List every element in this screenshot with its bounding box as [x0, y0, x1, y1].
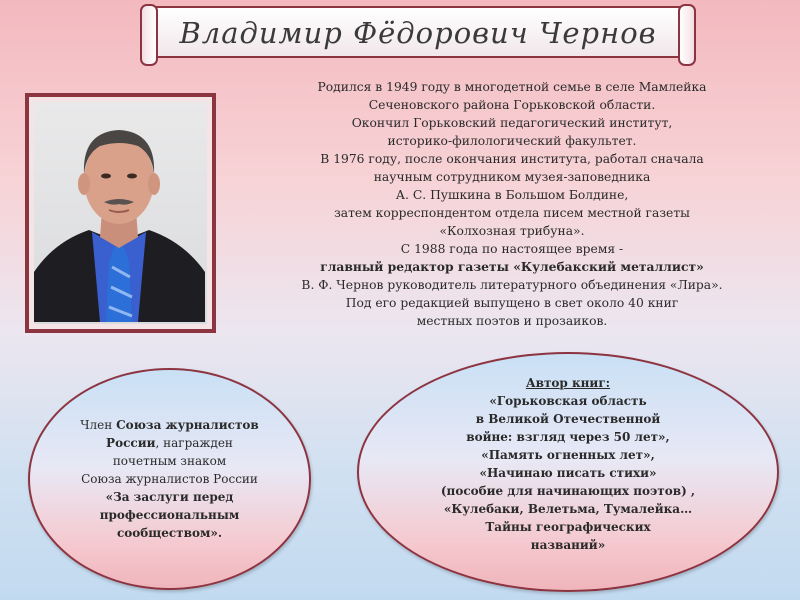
book-title-line: «Начинаю писать стихи» — [479, 466, 657, 480]
portrait-frame — [25, 93, 216, 333]
bio-line: историко-филологический факультет. — [387, 134, 637, 148]
bio-line: В 1976 году, после окончания института, работал сначала — [320, 152, 704, 166]
bio-line: С 1988 года по настоящее время - — [400, 242, 624, 256]
award-line: , награжден — [155, 436, 233, 450]
bio-line: Родился в 1949 году в многодетной семье в селе Мамлейка — [317, 80, 707, 94]
book-title-line: (пособие для начинающих поэтов) , — [440, 484, 696, 498]
page-title: Владимир Фёдорович Чернов — [179, 16, 657, 50]
award-line: России — [106, 436, 156, 450]
book-title-line: «Кулебаки, Велетьма, Тумалейка… — [443, 502, 693, 516]
book-title-line: войне: взгляд через 50 лет», — [466, 430, 670, 444]
bio-line: затем корреспондентом отдела писем местной газеты — [334, 206, 690, 220]
title-banner — [148, 6, 688, 58]
bio-line: А. С. Пушкина в Большом Болдине, — [395, 188, 629, 202]
bio-line: Под его редакцией выпущено в свет около 40 книг — [345, 296, 679, 310]
bio-line: Окончил Горьковский педагогический институт, — [351, 116, 673, 130]
book-title-line: «Память огненных лет», — [481, 448, 655, 462]
award-line: профессиональным — [99, 508, 240, 522]
bio-line: «Колхозная трибуна». — [439, 224, 585, 238]
award-line: сообществом». — [116, 526, 223, 540]
bio-line: В. Ф. Чернов руководитель литературного объединения «Лира». — [301, 278, 723, 292]
award-line: почетным знаком — [112, 454, 227, 468]
award-text — [30, 416, 309, 542]
books-oval — [357, 352, 779, 592]
bio-line: главный редактор газеты «Кулебакский металлист» — [320, 259, 704, 274]
award-line: «За заслуги перед — [105, 490, 234, 504]
bio-line: местных поэтов и прозаиков. — [416, 314, 608, 328]
award-oval — [28, 368, 311, 590]
book-title-line: названий» — [530, 538, 606, 552]
bio-line: Сеченовского района Горьковской области. — [368, 98, 656, 112]
award-line: Союза журналистов России — [81, 472, 258, 486]
award-line: Союза журналистов — [116, 418, 259, 432]
book-title-line: «Горьковская область — [489, 394, 647, 408]
portrait-photo — [34, 102, 207, 324]
award-line: Член — [80, 418, 117, 432]
book-title-line: в Великой Отечественной — [475, 412, 661, 426]
books-text — [359, 374, 777, 554]
books-heading: Автор книг: — [525, 376, 611, 390]
book-title-line: Тайны географических — [485, 520, 651, 534]
portrait-illustration — [34, 102, 205, 322]
bio-line: научным сотрудником музея-заповедника — [373, 170, 651, 184]
biography-text — [282, 78, 742, 330]
